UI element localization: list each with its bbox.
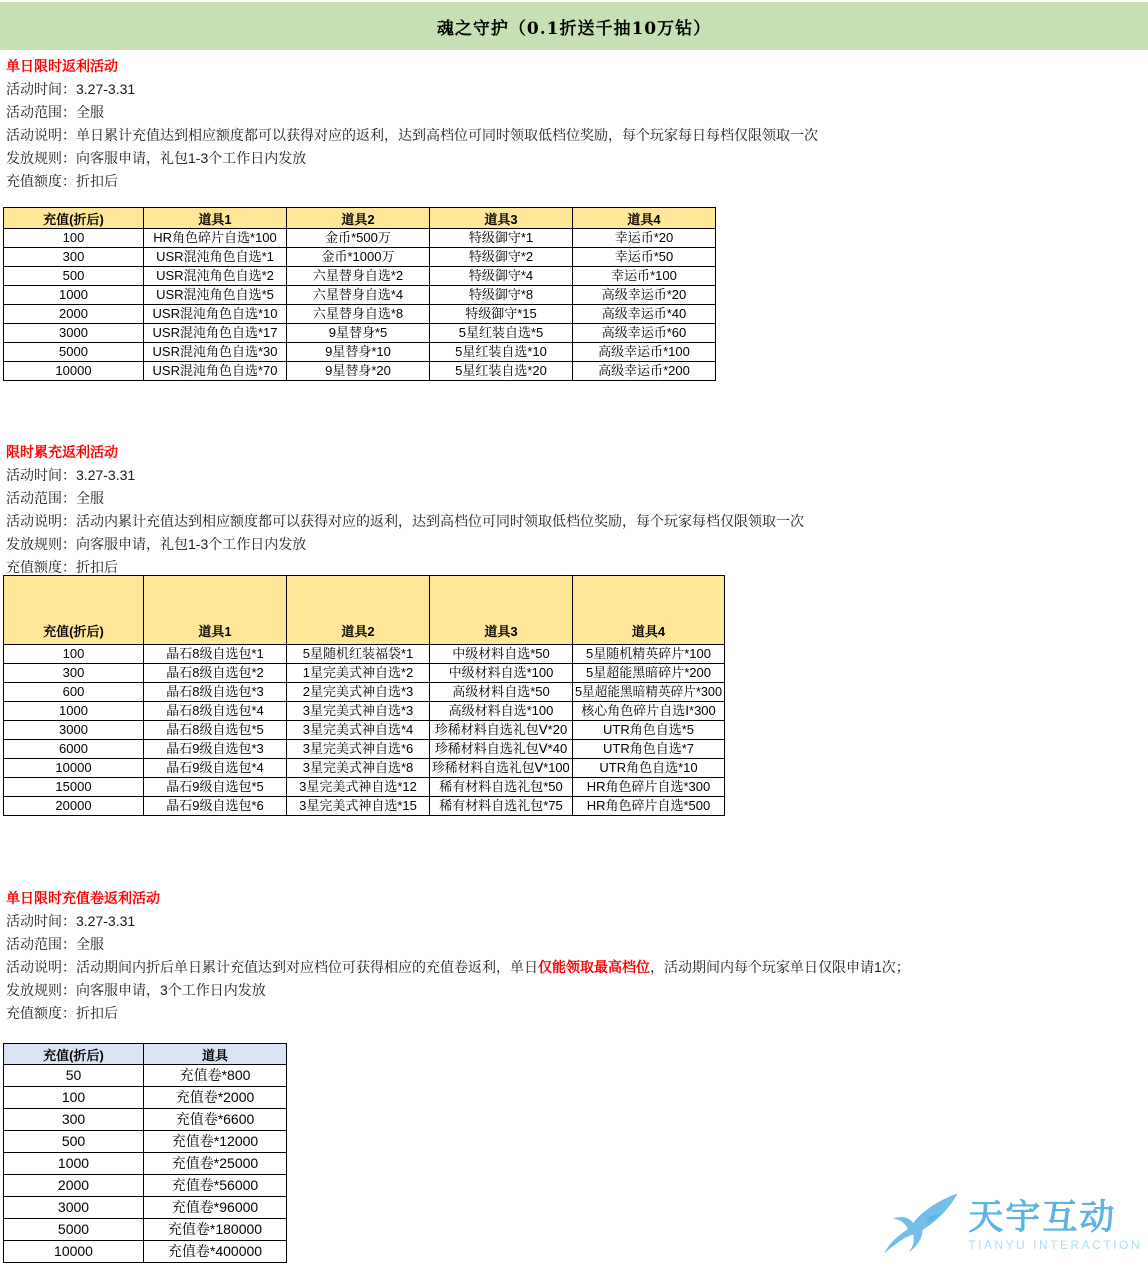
table-cell: 晶石9级自选包*3 <box>144 740 287 759</box>
table-cell: 充值卷*25000 <box>144 1153 287 1175</box>
col-header-item2: 道具2 <box>287 576 430 645</box>
table-cell: 10000 <box>4 1241 144 1263</box>
table-cell: 20000 <box>4 797 144 816</box>
table-cell: 晶石8级自选包*4 <box>144 702 287 721</box>
table-row <box>4 721 725 740</box>
table-header-row <box>4 1044 287 1065</box>
table-cell: UTR角色自选*7 <box>573 740 725 759</box>
table-row <box>4 324 716 343</box>
table-cell: 3星完美式神自选*12 <box>287 778 430 797</box>
table-cell: 晶石8级自选包*2 <box>144 664 287 683</box>
table-cell: 9星替身*5 <box>287 324 430 343</box>
table-cell: 晶石9级自选包*4 <box>144 759 287 778</box>
table-cell: HR角色碎片自选*100 <box>144 229 287 248</box>
table-cell: 5000 <box>4 343 144 362</box>
col-header-item1: 道具1 <box>144 576 287 645</box>
table-cell: 3000 <box>4 324 144 343</box>
table-cell: 3星完美式神自选*3 <box>287 702 430 721</box>
note-post: ，活动期间内每个玩家单日仅限申请1次； <box>650 959 910 975</box>
table-cell: 600 <box>4 683 144 702</box>
table-cell: 中级材料自选*50 <box>430 645 573 664</box>
activity-scope: 活动范围：全服 <box>6 936 104 952</box>
table-cell: 六星替身自选*8 <box>287 305 430 324</box>
table-cell: 珍稀材料自选礼包Ⅴ*40 <box>430 740 573 759</box>
table-row <box>4 248 716 267</box>
table-cell: 500 <box>4 267 144 286</box>
logo-cn-text: 天宇互动 <box>968 1197 1117 1237</box>
table-cell: 晶石8级自选包*3 <box>144 683 287 702</box>
logo-en-text: TIANYU INTERACTION <box>968 1237 1142 1252</box>
recharge-basis: 充值额度：折扣后 <box>6 173 118 189</box>
table-cell: 2000 <box>4 1175 144 1197</box>
table-cell: 5星超能黑暗精英碎片*300 <box>573 683 725 702</box>
table-cell: 特级御守*15 <box>430 305 573 324</box>
table-cell: 高级幸运币*60 <box>573 324 716 343</box>
table-cell: 3星完美式神自选*15 <box>287 797 430 816</box>
activity-time: 活动时间：3.27-3.31 <box>6 467 136 483</box>
table-cell: 高级幸运币*40 <box>573 305 716 324</box>
table-row <box>4 740 725 759</box>
table-cell: 稀有材料自选礼包*50 <box>430 778 573 797</box>
table-cell: 5星红装自选*5 <box>430 324 573 343</box>
col-header-recharge: 充值(折后) <box>4 576 144 645</box>
col-header-item3: 道具3 <box>430 208 573 229</box>
table-cell: 5星随机精英碎片*100 <box>573 645 725 664</box>
activity-description: 活动说明：单日累计充值达到相应额度都可以获得对应的返利，达到高档位可同时领取低档位奖励，每个玩家每日每档仅限领取一次 <box>6 127 818 143</box>
table-cell: 充值卷*180000 <box>144 1219 287 1241</box>
table-cell: 六星替身自选*4 <box>287 286 430 305</box>
table-cell: UTR角色自选*5 <box>573 721 725 740</box>
table-cell: 中级材料自选*100 <box>430 664 573 683</box>
table-cell: 高级材料自选*100 <box>430 702 573 721</box>
table-row <box>4 362 716 381</box>
page-title-bar <box>0 2 1148 50</box>
table-cell: USR混沌角色自选*1 <box>144 248 287 267</box>
table-cell: 100 <box>4 645 144 664</box>
table-cell: 高级幸运币*100 <box>573 343 716 362</box>
activity-scope: 活动范围：全服 <box>6 104 104 120</box>
tianyu-bird-icon <box>882 1192 960 1259</box>
table-cell: 100 <box>4 1087 144 1109</box>
table-cell: 5星随机红装福袋*1 <box>287 645 430 664</box>
section-title-daily: 单日限时返利活动 <box>6 58 118 74</box>
tianyu-logo <box>882 1192 1142 1259</box>
table-cell: 充值卷*6600 <box>144 1109 287 1131</box>
table-cell: 充值卷*400000 <box>144 1241 287 1263</box>
table-cell: 充值卷*96000 <box>144 1197 287 1219</box>
table-row <box>4 343 716 362</box>
table-row <box>4 664 725 683</box>
table-row <box>4 645 725 664</box>
table-row <box>4 1241 287 1263</box>
table-cell: 2000 <box>4 305 144 324</box>
table-cell: 特级御守*1 <box>430 229 573 248</box>
table-cell: 3星完美式神自选*8 <box>287 759 430 778</box>
table-cell: 金币*1000万 <box>287 248 430 267</box>
table-cell: 3000 <box>4 1197 144 1219</box>
table-cell: HR角色碎片自选*500 <box>573 797 725 816</box>
table-cell: 核心角色碎片自选Ⅰ*300 <box>573 702 725 721</box>
section-title-cumulative: 限时累充返利活动 <box>6 444 118 460</box>
table-cell: 幸运币*50 <box>573 248 716 267</box>
table-cell: 高级材料自选*50 <box>430 683 573 702</box>
col-header-item: 道具 <box>144 1044 287 1065</box>
note-highlight: 仅能领取最高档位 <box>538 959 650 975</box>
table-cell: 3000 <box>4 721 144 740</box>
table-cell: 300 <box>4 248 144 267</box>
table-row <box>4 702 725 721</box>
section-title-voucher: 单日限时充值卷返利活动 <box>6 890 160 906</box>
table-row <box>4 1153 287 1175</box>
table-cell: 晶石9级自选包*6 <box>144 797 287 816</box>
table-cell: 特级御守*2 <box>430 248 573 267</box>
table-row <box>4 1175 287 1197</box>
table-cell: 高级幸运币*200 <box>573 362 716 381</box>
page-title: 魂之守护（0.1折送千抽10万钻） <box>436 18 712 39</box>
table-cell: 1000 <box>4 702 144 721</box>
table-cell: 2星完美式神自选*3 <box>287 683 430 702</box>
table-cell: 1星完美式神自选*2 <box>287 664 430 683</box>
table-row <box>4 759 725 778</box>
note-pre: 活动说明：活动期间内折后单日累计充值达到对应档位可获得相应的充值卷返利，单日 <box>6 959 538 975</box>
table-row <box>4 229 716 248</box>
table-cell: USR混沌角色自选*10 <box>144 305 287 324</box>
activity-time: 活动时间：3.27-3.31 <box>6 913 136 929</box>
table-cell: 6000 <box>4 740 144 759</box>
table-cell: USR混沌角色自选*5 <box>144 286 287 305</box>
table-row <box>4 1087 287 1109</box>
table-cell: 9星替身*20 <box>287 362 430 381</box>
table-row <box>4 1131 287 1153</box>
tianyu-logo-text <box>968 1197 1142 1252</box>
cumulative-rebate-table <box>3 575 725 816</box>
table-cell: 1000 <box>4 1153 144 1175</box>
table-cell: 高级幸运币*20 <box>573 286 716 305</box>
table-cell: 5星超能黑暗碎片*200 <box>573 664 725 683</box>
table-cell: 充值卷*12000 <box>144 1131 287 1153</box>
col-header-recharge: 充值(折后) <box>4 1044 144 1065</box>
table-header-row <box>4 208 716 229</box>
table-cell: 晶石8级自选包*5 <box>144 721 287 740</box>
table-row <box>4 267 716 286</box>
table-cell: USR混沌角色自选*2 <box>144 267 287 286</box>
table-row <box>4 797 725 816</box>
distribution-rule: 发放规则：向客服申请，3个工作日内发放 <box>6 982 266 998</box>
activity-scope: 活动范围：全服 <box>6 490 104 506</box>
table-cell: 5星红装自选*10 <box>430 343 573 362</box>
table-cell: USR混沌角色自选*30 <box>144 343 287 362</box>
table-header-row <box>4 576 725 645</box>
section-daily-rebate <box>6 55 818 193</box>
table-row <box>4 1197 287 1219</box>
recharge-basis: 充值额度：折扣后 <box>6 559 118 575</box>
col-header-item4: 道具4 <box>573 576 725 645</box>
table-row <box>4 1109 287 1131</box>
table-cell: 3星完美式神自选*4 <box>287 721 430 740</box>
col-header-item1: 道具1 <box>144 208 287 229</box>
table-cell: 10000 <box>4 759 144 778</box>
col-header-recharge: 充值(折后) <box>4 208 144 229</box>
col-header-item2: 道具2 <box>287 208 430 229</box>
section-cumulative-rebate <box>6 441 804 579</box>
table-cell: 六星替身自选*2 <box>287 267 430 286</box>
table-cell: 珍稀材料自选礼包Ⅴ*100 <box>430 759 573 778</box>
table-cell: HR角色碎片自选*300 <box>573 778 725 797</box>
table-cell: 特级御守*4 <box>430 267 573 286</box>
activity-description: 活动说明：活动内累计充值达到相应额度都可以获得对应的返利，达到高档位可同时领取低档位奖励，每个玩家每档仅限领取一次 <box>6 513 804 529</box>
table-cell: 充值卷*800 <box>144 1065 287 1087</box>
table-row <box>4 286 716 305</box>
table-cell: 15000 <box>4 778 144 797</box>
table-cell: 幸运币*20 <box>573 229 716 248</box>
col-header-item3: 道具3 <box>430 576 573 645</box>
table-cell: UTR角色自选*10 <box>573 759 725 778</box>
table-cell: USR混沌角色自选*17 <box>144 324 287 343</box>
table-cell: 500 <box>4 1131 144 1153</box>
table-cell: 充值卷*2000 <box>144 1087 287 1109</box>
table-cell: 5000 <box>4 1219 144 1241</box>
table-row <box>4 778 725 797</box>
table-cell: 晶石8级自选包*1 <box>144 645 287 664</box>
recharge-basis: 充值额度：折扣后 <box>6 1005 118 1021</box>
table-cell: 充值卷*56000 <box>144 1175 287 1197</box>
activity-description <box>6 956 910 979</box>
distribution-rule: 发放规则：向客服申请，礼包1-3个工作日内发放 <box>6 150 307 166</box>
section-voucher-rebate <box>6 887 910 1025</box>
table-cell: 5星红装自选*20 <box>430 362 573 381</box>
activity-time: 活动时间：3.27-3.31 <box>6 81 136 97</box>
table-cell: 幸运币*100 <box>573 267 716 286</box>
table-cell: 3星完美式神自选*6 <box>287 740 430 759</box>
table-cell: 100 <box>4 229 144 248</box>
table-cell: 珍稀材料自选礼包Ⅴ*20 <box>430 721 573 740</box>
table-cell: 50 <box>4 1065 144 1087</box>
table-cell: USR混沌角色自选*70 <box>144 362 287 381</box>
col-header-item4: 道具4 <box>573 208 716 229</box>
table-cell: 稀有材料自选礼包*75 <box>430 797 573 816</box>
table-cell: 10000 <box>4 362 144 381</box>
table-cell: 金币*500万 <box>287 229 430 248</box>
table-row <box>4 1065 287 1087</box>
table-row <box>4 1219 287 1241</box>
table-cell: 1000 <box>4 286 144 305</box>
table-cell: 9星替身*10 <box>287 343 430 362</box>
table-row <box>4 683 725 702</box>
table-cell: 300 <box>4 1109 144 1131</box>
table-cell: 晶石9级自选包*5 <box>144 778 287 797</box>
distribution-rule: 发放规则：向客服申请，礼包1-3个工作日内发放 <box>6 536 307 552</box>
table-cell: 300 <box>4 664 144 683</box>
daily-rebate-table <box>3 207 716 381</box>
table-cell: 特级御守*8 <box>430 286 573 305</box>
voucher-rebate-table <box>3 1043 287 1263</box>
table-row <box>4 305 716 324</box>
